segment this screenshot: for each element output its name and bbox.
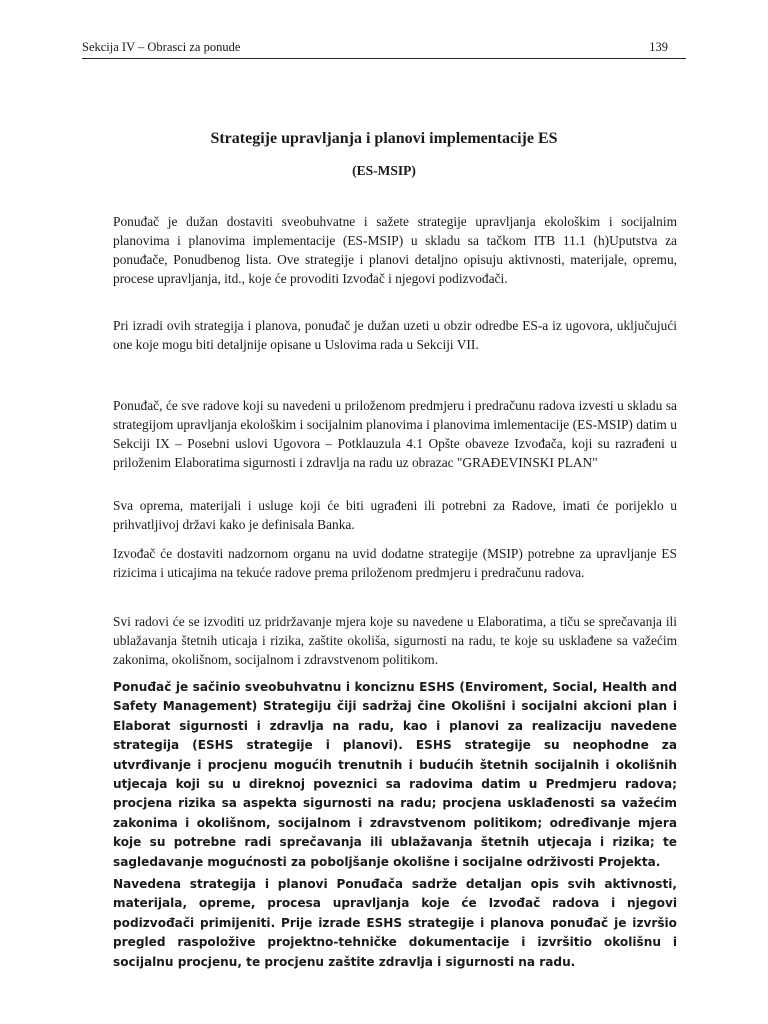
- paragraph-4: Sva oprema, materijali i usluge koji će biti ugrađeni ili potrebni za Radove, imati će porijeklo u prihvatljivoj državi kako je definisala Banka.: [113, 498, 677, 532]
- section-label: Sekcija IV – Obrasci za ponude: [82, 40, 241, 54]
- paragraph-1: Ponuđač je dužan dostaviti sveobuhvatne i sažete strategije upravljanja ekološkim i socijalnim planovima i planovima implementacije (ES-MSIP) u skladu sa tačkom ITB 11.1 (h)Uputstva za ponuđače, Ponudbenog lista. Ove strategije i planovi detaljno opisuju aktivnosti, materijale, opremu, procese upravljanja, itd., koje će provoditi Izvođač i njegovi podizvođači.: [113, 214, 677, 286]
- paragraph-7: Ponuđač je sačinio sveobuhvatnu i konciznu ESHS (Enviroment, Social, Health and Safety Management) Strategiju čiji sadržaj čine Okolišni i socijalni akcioni plan i Elaborat sigurnosti i zdravlja na radu, kao i planovi za realizaciju navedene strategija (ESHS strategije i planovi). ESHS strategije su neophodne za utvrđivanje i procjenu mogućih trenutnih i budućih štetnih socijalnih i okolišnih utjecaja koji su u direknoj poveznici sa radovima datim u Predmjeru radova; procjena rizika sa aspekta sigurnosti na radu; procjena usklađenosti sa važećim zakonima i okolišnom, socijalnom i zdravstvenom politikom; određivanje mjera koje su potrebne radi sprečavanja ili ublažavanja štetnih utjecaja i rizika; te sagledavanje mogućnosti za poboljšanje okolišne i socijalne održivosti Projekta.: [113, 680, 677, 869]
- paragraph-5: Izvođač će dostaviti nadzornom organu na uvid dodatne strategije (MSIP) potrebne za upravljanje ES rizicima i uticajima na tekuće radove prema priloženom predmjeru i predračunu radova.: [113, 546, 677, 580]
- document-title: Strategije upravljanja i planovi implementacije ES: [210, 130, 558, 147]
- page-number: 139: [649, 40, 668, 54]
- paragraph-8: Navedena strategija i planovi Ponuđača sadrže detaljan opis svih aktivnosti, materijala, opreme, procesa upravljanja koje će Izvođač radova i njegovi podizvođači primijeniti. Prije izrade ESHS strategije i planova ponuđač je izvršio pregled raspoložive projektno-tehničke dokumentacije i izvršitio okolišnu i socijalnu procjenu, te procjenu zaštite zdravlja i sigurnosti na radu.: [113, 877, 677, 969]
- paragraph-2: Pri izradi ovih strategija i planova, ponuđač je dužan uzeti u obzir odredbe ES-a iz ugovora, uključujući one koje mogu biti detaljnije opisane u Uslovima rada u Sekciji VII.: [113, 318, 677, 352]
- paragraph-3: Ponuđač, će sve radove koji su navedeni u priloženom predmjeru i predračunu radova izvesti u skladu sa strategijom upravljanja ekološkim i socijalnim planovima i planovima imlementacije (ES-MSIP) datim u Sekciji IX – Posebni uslovi Ugovora – Potklauzula 4.1 Opšte obaveze Izvođača, koji su razrađeni u priloženim Elaboratima sigurnosti i zdravlja na radu uz obrazac "GRAĐEVINSKI PLAN": [113, 398, 677, 470]
- document-subtitle: (ES-MSIP): [352, 163, 416, 178]
- paragraph-6: Svi radovi će se izvoditi uz pridržavanje mjera koje su navedene u Elaboratima, a tiču se sprečavanja ili ublažavanja štetnih uticaja i rizika, zaštite okoliša, sigurnosti na radu, te koje su usklađene sa važećim zakonima, okolišnom, socijalnom i zdravstvenom politikom.: [113, 614, 677, 667]
- running-header: [82, 40, 686, 59]
